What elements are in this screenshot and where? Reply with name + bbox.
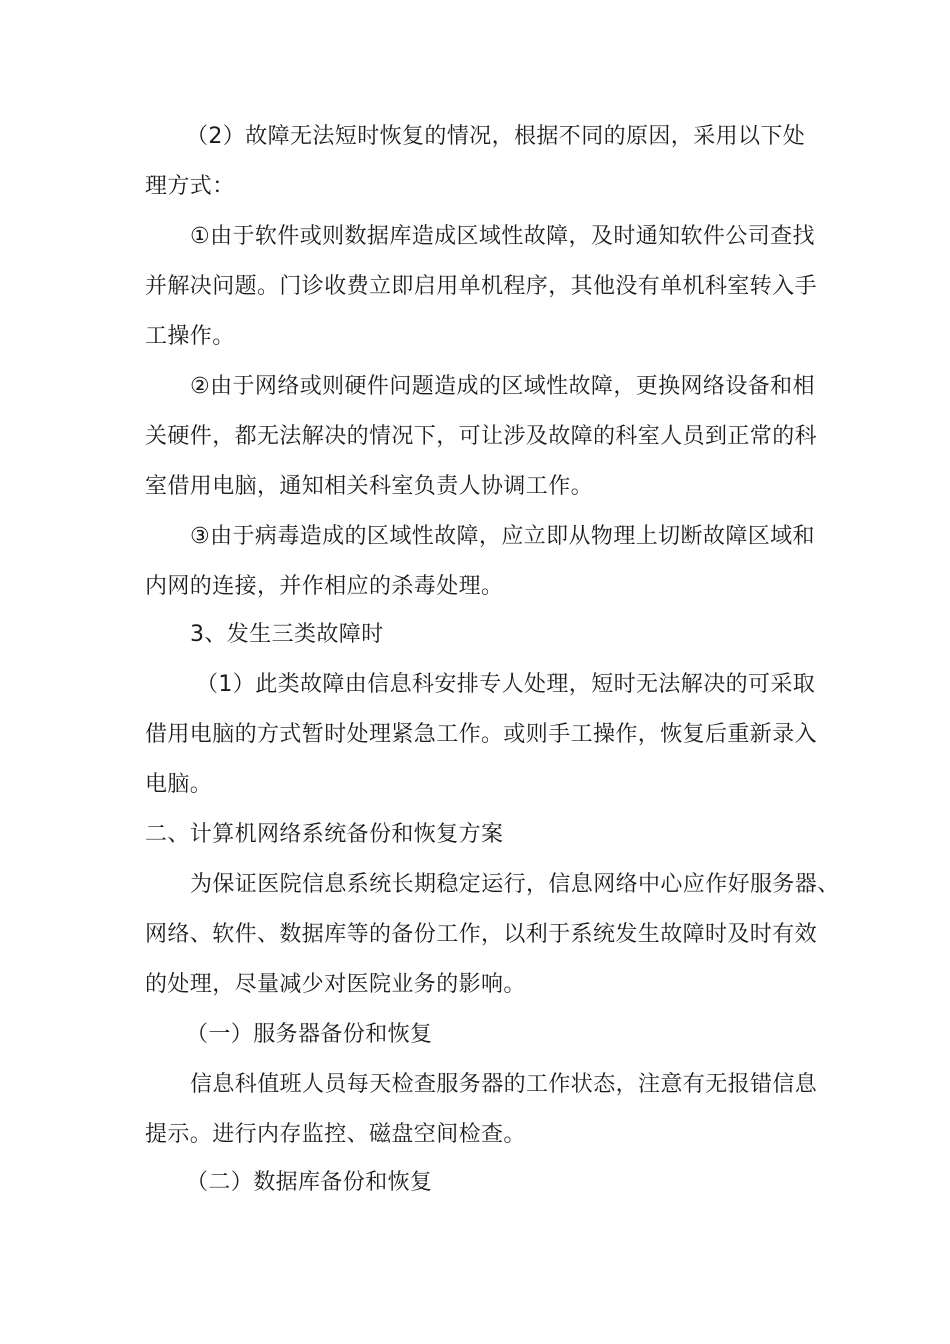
- paragraph-line: 提示。进行内存监控、磁盘空间检查。: [145, 1122, 526, 1147]
- paragraph-line: ①由于软件或则数据库造成区域性故障，及时通知软件公司查找: [190, 224, 815, 249]
- paragraph-line: 电脑。: [145, 772, 213, 797]
- paragraph-line: ②由于网络或则硬件问题造成的区域性故障，更换网络设备和相: [190, 374, 815, 399]
- paragraph-line: 内网的连接，并作相应的杀毒处理。: [145, 574, 504, 599]
- section-heading: 3、发生三类故障时: [190, 622, 384, 647]
- paragraph-line: 并解决问题。门诊收费立即启用单机程序，其他没有单机科室转入手: [145, 274, 818, 299]
- paragraph-line: 的处理，尽量减少对医院业务的影响。: [145, 972, 526, 997]
- paragraph-line: 理方式：: [145, 174, 235, 199]
- paragraph-line: 借用电脑的方式暂时处理紧急工作。或则手工操作，恢复后重新录入: [145, 722, 818, 747]
- paragraph-line: 室借用电脑，通知相关科室负责人协调工作。: [145, 474, 594, 499]
- subsection-heading: （二）数据库备份和恢复: [186, 1170, 433, 1195]
- paragraph-line: （2）故障无法短时恢复的情况，根据不同的原因，采用以下处: [186, 124, 806, 149]
- paragraph-line: 关硬件，都无法解决的情况下，可让涉及故障的科室人员到正常的科: [145, 424, 818, 449]
- paragraph-line: ③由于病毒造成的区域性故障，应立即从物理上切断故障区域和: [190, 524, 815, 549]
- subsection-heading: （一）服务器备份和恢复: [186, 1022, 433, 1047]
- section-heading: 二、计算机网络系统备份和恢复方案: [145, 822, 504, 847]
- paragraph-line: 网络、软件、数据库等的备份工作，以利于系统发生故障时及时有效: [145, 922, 818, 947]
- paragraph-line: 为保证医院信息系统长期稳定运行，信息网络中心应作好服务器、: [190, 872, 840, 897]
- paragraph-line: 工操作。: [145, 324, 235, 349]
- paragraph-line: （1）此类故障由信息科安排专人处理，短时无法解决的可采取: [196, 672, 816, 697]
- paragraph-line: 信息科值班人员每天检查服务器的工作状态，注意有无报错信息: [190, 1072, 818, 1097]
